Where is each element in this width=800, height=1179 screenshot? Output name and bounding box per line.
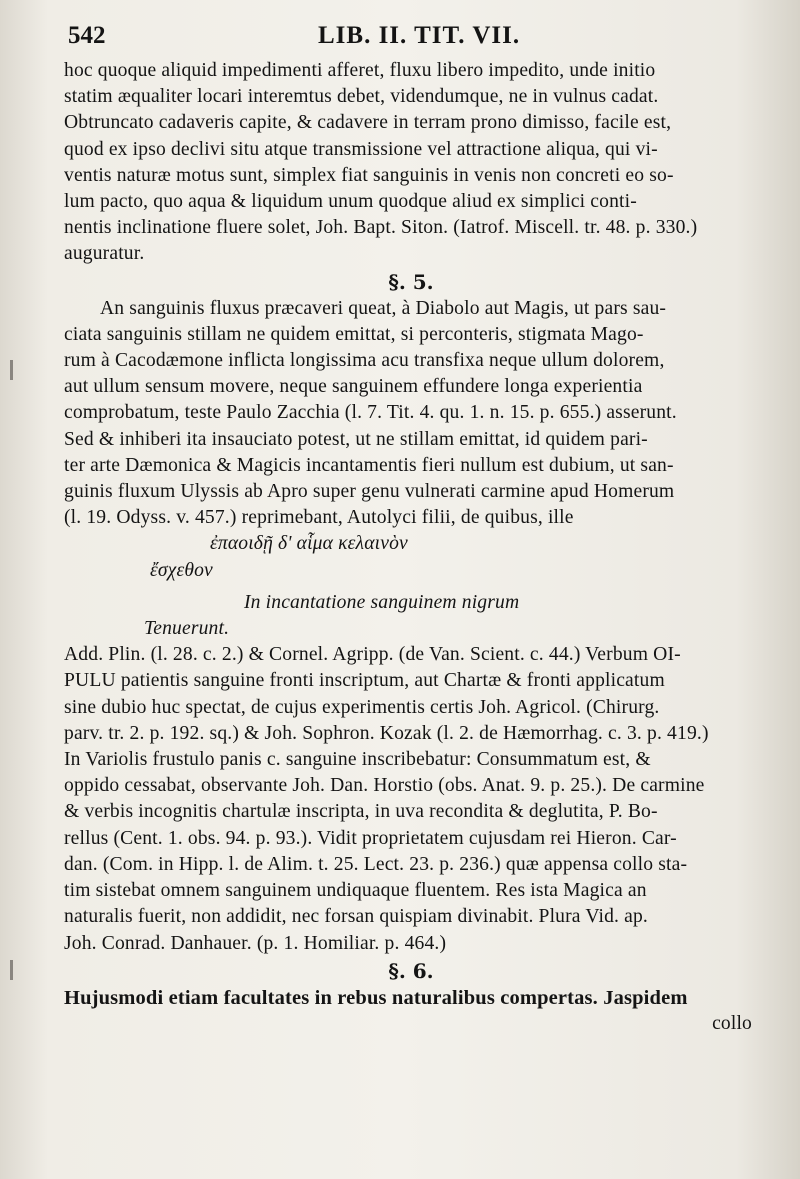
- text-line: In Variolis frustulo panis c. sanguine inscribebatur: Consummatum est, &: [64, 749, 651, 771]
- section-heading: §. 5.: [388, 269, 434, 294]
- text-line: comprobatum, teste Paulo Zacchia (l. 7. Tit. 4. qu. 1. n. 15. p. 655.) asserunt.: [64, 402, 677, 424]
- text-line: lum pacto, quo aqua & liquidum unum quodque aliud ex simplici conti-: [64, 191, 637, 213]
- catchword: collo: [712, 1012, 752, 1034]
- greek-quotation: ἐπαοιδῇ δ' αἷμα κελαινὸν: [210, 533, 408, 555]
- text-line: statim æqualiter locari interemtus debet, videndumque, ne in vulnus cadat.: [64, 86, 659, 108]
- page-header: [64, 22, 758, 50]
- running-title: LIB. II. TIT. VII.: [318, 22, 521, 49]
- opening-paragraph: [64, 58, 758, 268]
- margin-mark: [10, 960, 13, 980]
- text-line: An sanguinis fluxus præcaveri queat, à Diabolo aut Magis, ut pars sau-: [100, 297, 667, 319]
- text-line: nentis inclinatione fluere solet, Joh. Bapt. Siton. (Iatrof. Miscell. tr. 48. p. 330.): [64, 217, 698, 239]
- text-line: tim sistebat omnem sanguinem undiquaque fluentem. Res ista Magica an: [64, 880, 647, 902]
- latin-translation: In incantatione sanguinem nigrum: [244, 591, 520, 613]
- text-line: ciata sanguinis stillam ne quidem emittat, si perconteris, stigmata Mago-: [64, 323, 644, 345]
- text-line: naturalis fuerit, non addidit, nec forsan quispiam divinabit. Plura Vid. ap.: [64, 906, 648, 928]
- text-line: Sed & inhiberi ita insauciato potest, ut ne stillam emittat, id quidem pari-: [64, 428, 648, 450]
- text-line: ter arte Dæmonica & Magicis incantamentis fieri nullum est dubium, ut san-: [64, 454, 674, 476]
- page-number: 542: [68, 22, 106, 49]
- text-line: Obtruncato cadaveris capite, & cadavere in terram prono dimisso, facile est,: [64, 112, 672, 134]
- text-line: auguratur.: [64, 243, 145, 265]
- text-line: ventis naturæ motus sunt, simplex fiat sanguinis in venis non concreti eo so-: [64, 164, 674, 186]
- text-line: rellus (Cent. 1. obs. 94. p. 93.). Vidit proprietatem cujusdam rei Hieron. Car-: [64, 827, 677, 849]
- section-heading: §. 6.: [388, 958, 434, 983]
- text-line: quod ex ipso declivi situ atque transmissione vel attractione aliqua, qui vi-: [64, 138, 658, 160]
- text-line: hoc quoque aliquid impedimenti afferet, fluxu libero impedito, unde initio: [64, 60, 656, 81]
- text-line: rum à Cacodæmone inflicta longissima acu transfixa neque ullum dolorem,: [64, 350, 665, 372]
- section-5-continuation: [64, 642, 758, 956]
- text-line: Hujusmodi etiam facultates in rebus naturalibus compertas. Jaspidem: [64, 986, 688, 1009]
- text-line: PULU patientis sanguine fronti inscriptum, aut Chartæ & fronti applicatum: [64, 670, 665, 692]
- text-line: Add. Plin. (l. 28. c. 2.) & Cornel. Agripp. (de Van. Scient. c. 44.) Verbum OI-: [64, 644, 681, 666]
- latin-translation: Tenuerunt.: [144, 618, 230, 640]
- text-line: dan. (Com. in Hipp. l. de Alim. t. 25. Lect. 23. p. 236.) quæ appensa collo sta-: [64, 853, 688, 875]
- text-line: aut ullum sensum movere, neque sanguinem effundere longa experientia: [64, 376, 643, 398]
- text-line: (l. 19. Odyss. v. 457.) reprimebant, Autolyci filii, de quibus, ille: [64, 507, 574, 529]
- text-line: parv. tr. 2. p. 192. sq.) & Joh. Sophron. Kozak (l. 2. de Hæmorrhag. c. 3. p. 419.): [64, 722, 709, 744]
- section-5-paragraph: [64, 296, 758, 532]
- text-line: sine dubio huc spectat, de cujus experimentis certis Joh. Agricol. (Chirurg.: [64, 696, 660, 718]
- text-line: guinis fluxum Ulyssis ab Apro super genu vulnerati carmine apud Homerum: [64, 481, 675, 503]
- text-line: Joh. Conrad. Danhauer. (p. 1. Homiliar. p. 464.): [64, 932, 447, 954]
- margin-mark: [10, 360, 13, 380]
- text-line: & verbis incognitis chartulæ inscripta, in uva recondita & deglutita, P. Bo-: [64, 801, 658, 823]
- text-line: oppido cessabat, observante Joh. Dan. Horstio (obs. Anat. 9. p. 25.). De carmine: [64, 775, 705, 797]
- greek-quotation: ἔσχεθον: [150, 559, 213, 581]
